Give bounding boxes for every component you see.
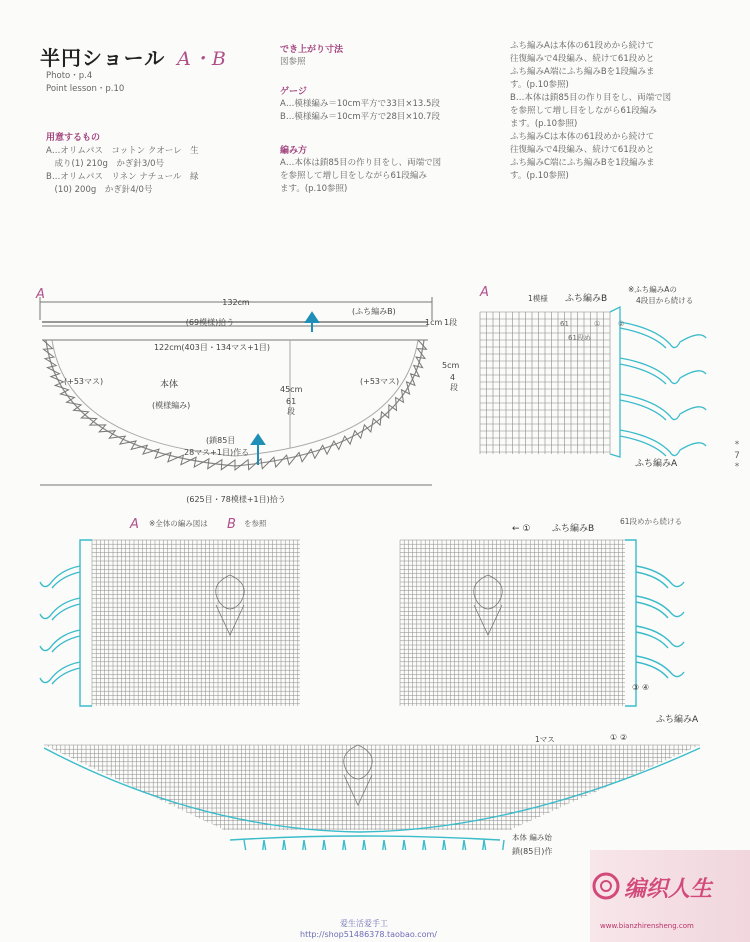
- detail-chart: [470, 282, 720, 472]
- chart-edging-b: ふち編みB: [552, 524, 595, 534]
- instruction-line: ふち編みAは本体の61段めから続けて: [510, 41, 655, 51]
- one-square: 1マス: [535, 735, 555, 744]
- title-text: 半円ショール: [40, 46, 166, 70]
- one-pattern-label: 1模様: [528, 294, 548, 303]
- edge-5cm: 5cm: [442, 361, 460, 370]
- photo-ref: Photo・p.4: [46, 71, 93, 81]
- step-1: ①: [610, 733, 618, 742]
- cast-on-line2: 28マス+1目)作る: [184, 448, 250, 457]
- method-heading: 編み方: [280, 146, 308, 156]
- instruction-line: ます。(p.10参照): [510, 119, 578, 129]
- step-2: ②: [620, 733, 628, 742]
- page-marker: [730, 440, 744, 473]
- footer-shop: 爱生活爱手工: [340, 919, 388, 928]
- detail-cell-61b: 61段め: [568, 334, 591, 342]
- materials-heading: 用意するもの: [46, 133, 101, 143]
- chart-note-suffix: を参照: [244, 519, 267, 528]
- watermark-url: www.bianzhirensheng.com: [600, 922, 694, 930]
- gauge-line: A…模様編み＝10cm平方で33目×13.5段: [280, 99, 440, 109]
- point-lesson-ref: Point lesson・p.10: [46, 84, 125, 94]
- height-rows: 61: [286, 397, 297, 406]
- instruction-line: B…本体は鎖85目の作り目をし、両端で図: [510, 93, 672, 103]
- detail-cell-c1: ①: [618, 320, 625, 328]
- shawl-schematic: [0, 280, 470, 510]
- gauge-heading: ゲージ: [280, 87, 307, 97]
- method-line: ます。(p.10参照): [280, 184, 348, 194]
- detail-note-1: ※ふち編みAの: [628, 285, 677, 294]
- instruction-line: す。(p.10参照): [510, 171, 569, 181]
- instruction-line: ふち編みA端にふち編みBを1段編みま: [510, 67, 655, 77]
- page-title: [40, 42, 227, 71]
- arrow-1: ← ①: [512, 524, 531, 534]
- materials-line: 成り(1) 210g かぎ針3/0号: [46, 159, 165, 169]
- chart-note-prefix: ※全体の編み図は: [149, 519, 208, 528]
- detail-edging-a: ふち編みA: [635, 459, 678, 469]
- body-pattern: (模様編み): [152, 401, 191, 410]
- page-mark-star: *: [734, 440, 740, 450]
- edge-4-unit: 段: [450, 383, 458, 392]
- gauge-line: B…模様編み＝10cm平方で28目×10.7段: [280, 112, 440, 122]
- finished-size-text: 図参照: [280, 57, 306, 67]
- materials-line: B…オリムパス リネン ナチュール 緑: [46, 172, 199, 182]
- left-increase: (+53マス): [64, 377, 104, 386]
- page-number: 7: [734, 451, 740, 461]
- right-increase: (+53マス): [360, 377, 400, 386]
- instruction-line: 往復編みで4段編み、続けて61段めと: [510, 145, 655, 155]
- materials-line: A…オリムパス コットン クオーレ 生: [46, 146, 199, 156]
- edging-b-label: (ふち編みB): [352, 307, 396, 316]
- page-mark-star: *: [734, 462, 740, 472]
- chart-marker: A: [130, 517, 139, 532]
- body-label: 本体: [160, 380, 179, 390]
- main-stitch-chart: [0, 510, 750, 850]
- height-rows-unit: 段: [287, 407, 295, 416]
- height-label: 45cm: [280, 385, 303, 394]
- footer-url: http://shop51486378.taobao.com/: [300, 930, 437, 939]
- instruction-line: を参照して増し目をしながら61段編み: [510, 106, 657, 116]
- detail-note-2: 4段目から続ける: [636, 296, 694, 305]
- instruction-line: 往復編みで4段編み、続けて61段めと: [510, 54, 655, 64]
- edge-1row: 1段: [444, 318, 458, 327]
- finished-size-heading: でき上がり寸法: [280, 45, 344, 55]
- cast-on-line1: (鎖85目: [206, 436, 236, 445]
- instruction-line: ふち編みC端にふち編みBを1段編みま: [510, 158, 655, 168]
- edge-1cm: 1cm: [425, 318, 443, 327]
- method-line: A…本体は鎖85目の作り目をし、両端で図: [280, 158, 442, 168]
- method-line: を参照して増し目をしながら61段編み: [280, 171, 427, 181]
- chart-cast-on: 鎖(85目)作: [512, 847, 553, 856]
- inner-width-label: 122cm(403目・134マス+1目): [153, 343, 271, 352]
- detail-cell-61: 61: [560, 320, 569, 328]
- materials-line: (10) 200g かぎ針4/0号: [46, 185, 153, 195]
- detail-cell-1: ①: [594, 320, 601, 328]
- instruction-line: す。(p.10参照): [510, 80, 569, 90]
- schematic-marker: A: [36, 287, 45, 302]
- watermark-brand: 编织人生: [624, 877, 713, 902]
- detail-edging-b: ふち編みB: [565, 294, 608, 304]
- watermark-logo: [590, 858, 750, 918]
- step-3: ③: [632, 683, 640, 692]
- continue-61: 61段めから続ける: [620, 517, 683, 526]
- method-list: [280, 157, 441, 196]
- chart-edging-a: ふち編みA: [656, 715, 699, 725]
- total-width-label: 132cm: [222, 298, 250, 307]
- top-row-label: (69模様)拾う: [185, 318, 235, 327]
- edge-4: 4: [450, 373, 456, 382]
- instructions-column: [510, 40, 671, 183]
- chart-body-label: 本体 編み始: [512, 833, 552, 842]
- gauge-list: [280, 98, 440, 124]
- detail-marker: A: [480, 285, 489, 300]
- materials-list: [46, 145, 199, 197]
- instruction-line: ふち編みCは本体の61段めから続けて: [510, 132, 655, 142]
- step-4: ④: [642, 683, 650, 692]
- title-variant: A・B: [177, 48, 227, 70]
- chart-note-b: B: [227, 517, 236, 532]
- bottom-pickup: (625目・78模様+1目)拾う: [186, 495, 286, 504]
